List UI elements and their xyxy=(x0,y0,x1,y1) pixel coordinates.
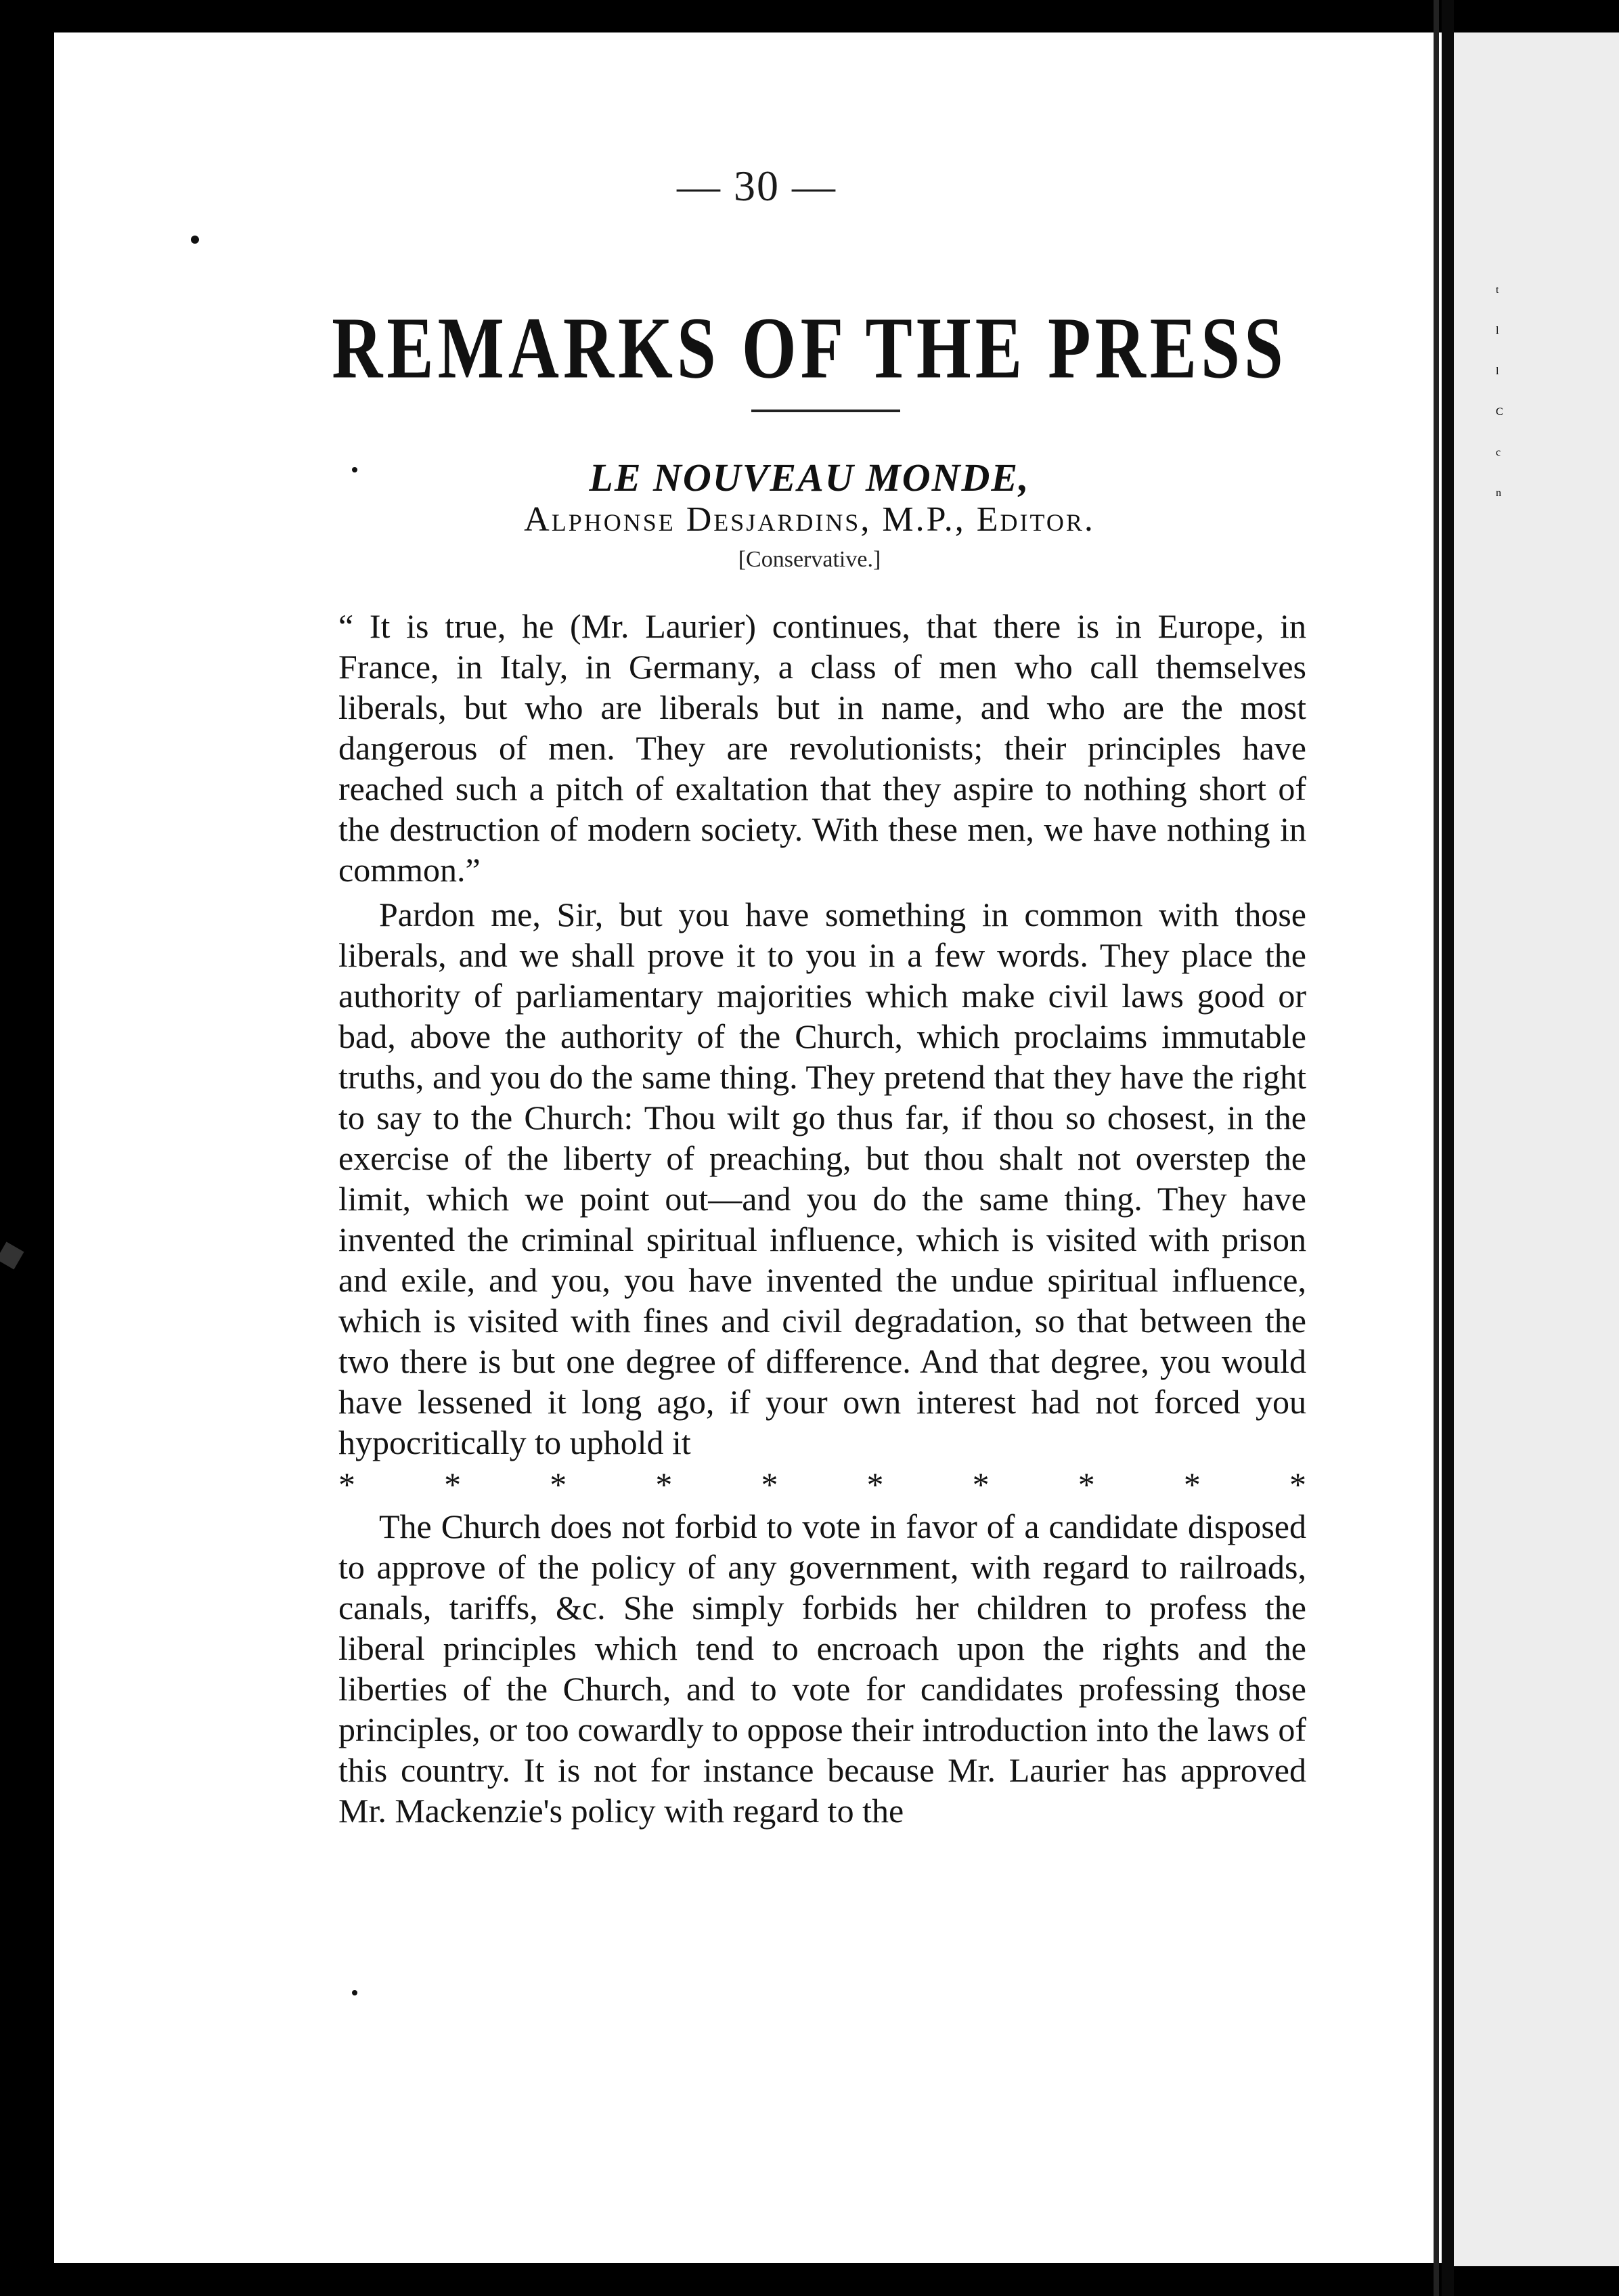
party-tag: [Conservative.] xyxy=(738,547,881,572)
dust-speck xyxy=(352,467,357,472)
star: * xyxy=(972,1465,990,1503)
page-number: — 30 — xyxy=(677,162,837,210)
facing-letter: l xyxy=(1496,325,1499,336)
facing-letter: n xyxy=(1496,487,1501,499)
facing-letter: c xyxy=(1496,447,1501,458)
paragraph: “ It is true, he (Mr. Laurier) continues, that there is in Europe, in France, in Italy, in Germany, a class of men who call themselves liberals, but who are liberals but in name, and who are the most dangerous of men. They are revolutionists; their principles have reached such a pitch of exaltation that they aspire to nothing short of the destruction of modern society. With these men, we have nothing in common.” xyxy=(338,607,1306,889)
paragraph: Pardon me, Sir, but you have something in common with those liberals, and we shall prove it to you in a few words. They place the authority of parliamentary majorities which make civil laws good or bad, above the authority of the Church, which proclaims immutable truths, and you do the same thing. They pretend that they have the right to say to the Church: Thou wilt go thus far, if thou so chosest, in the exercise of the liberty of preaching, but thou shalt not overstep the limit, which we point out—and you do the same thing. They have invented the criminal spiritual influence, which is visited with prison and exile, and you, you have invented the undue spiritual influence, which is visited with fines and civil degradation, so that between the two there is but one degree of difference. And that degree, you would have lessened it long ago, if your own interest had not forced you hypocritically to uphold it xyxy=(338,896,1306,1461)
star: * xyxy=(550,1465,567,1503)
star: * xyxy=(761,1465,778,1503)
dust-speck xyxy=(352,1990,357,1995)
paragraph: The Church does not forbid to vote in favor of a candidate disposed to approve of the policy of any government, with regard to railroads, canals, tariffs, &c. She simply forbids her children to profess the liberal principles which tend to encroach upon the rights and the liberties of the Church, and to vote for candidates professing those principles, or too cowardly to oppose their introduction into the laws of this country. It is not for instance because Mr. Laurier has approved Mr. Mackenzie's policy with regard to the xyxy=(338,1507,1306,1830)
facing-letter: t xyxy=(1496,284,1499,296)
star: * xyxy=(655,1465,673,1503)
newspaper-name: LE NOUVEAU MONDE, xyxy=(589,456,1030,500)
star: * xyxy=(866,1465,884,1503)
star: * xyxy=(338,1465,355,1503)
article-body xyxy=(338,606,1306,1835)
star: * xyxy=(444,1465,462,1503)
section-break-stars xyxy=(338,1467,1306,1502)
facing-letter: l xyxy=(1496,366,1499,377)
dust-speck xyxy=(191,236,199,244)
star: * xyxy=(1078,1465,1095,1503)
page-title: REMARKS OF THE PRESS xyxy=(332,299,1287,397)
editor-line: Alphonse Desjardins, M.P., Editor. xyxy=(524,500,1095,539)
star: * xyxy=(1289,1465,1306,1503)
facing-letter: C xyxy=(1496,406,1503,418)
title-rule xyxy=(751,410,900,412)
star: * xyxy=(1183,1465,1201,1503)
